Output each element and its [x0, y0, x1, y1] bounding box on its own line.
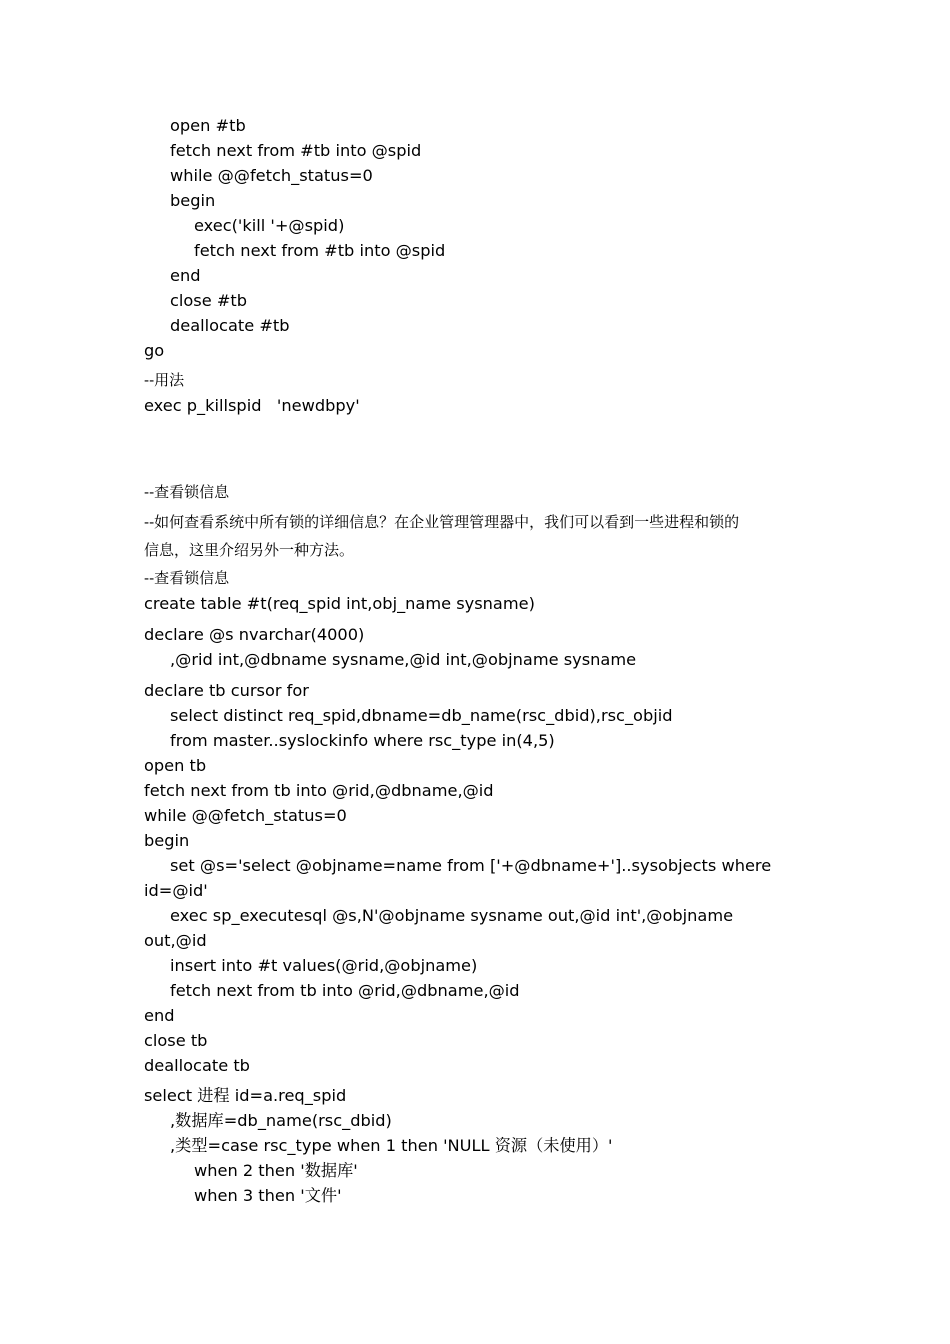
code-line: insert into #t values(@rid,@objname): [170, 956, 478, 975]
comment-line: --查看锁信息: [144, 569, 230, 587]
code-line: declare tb cursor for: [144, 681, 309, 700]
code-line: ,@rid int,@dbname sysname,@id int,@objname sysname: [170, 650, 637, 669]
code-line: set @s='select @objname=name from ['+@dbname+']..sysobjects where: [170, 856, 772, 875]
code-line: ,数据库=db_name(rsc_dbid): [170, 1111, 392, 1130]
code-line: select 进程 id=a.req_spid: [144, 1086, 347, 1105]
code-line: when 2 then '数据库': [194, 1161, 358, 1180]
code-line: exec p_killspid 'newdbpy': [144, 396, 360, 415]
code-line: from master..syslockinfo where rsc_type in(4,5): [170, 731, 555, 750]
code-line: create table #t(req_spid int,obj_name sysname): [144, 594, 535, 613]
code-line: open #tb: [170, 116, 246, 135]
code-line: fetch next from #tb into @spid: [194, 241, 446, 260]
comment-line: 信息，这里介绍另外一种方法。: [144, 541, 355, 559]
comment-line: --用法: [144, 371, 185, 389]
code-line: select distinct req_spid,dbname=db_name(rsc_dbid),rsc_objid: [170, 706, 673, 725]
code-line: close #tb: [170, 291, 248, 310]
code-line: go: [144, 341, 165, 360]
code-line: fetch next from #tb into @spid: [170, 141, 422, 160]
code-line: begin: [170, 191, 216, 210]
code-line: exec('kill '+@spid): [194, 216, 345, 235]
code-line: end: [144, 1006, 175, 1025]
code-line: ,类型=case rsc_type when 1 then 'NULL 资源（未使用）': [170, 1136, 613, 1155]
code-line: fetch next from tb into @rid,@dbname,@id: [144, 781, 494, 800]
code-line: close tb: [144, 1031, 208, 1050]
code-line: exec sp_executesql @s,N'@objname sysname out,@id int',@objname: [170, 906, 734, 925]
comment-line: --查看锁信息: [144, 483, 230, 501]
code-line: begin: [144, 831, 190, 850]
code-line: deallocate #tb: [170, 316, 290, 335]
code-line: fetch next from tb into @rid,@dbname,@id: [170, 981, 520, 1000]
code-line: while @@fetch_status=0: [144, 806, 347, 825]
code-line: deallocate tb: [144, 1056, 250, 1075]
code-line: when 3 then '文件': [194, 1186, 342, 1205]
code-line: declare @s nvarchar(4000): [144, 625, 365, 644]
code-line: end: [170, 266, 201, 285]
code-line: while @@fetch_status=0: [170, 166, 373, 185]
comment-line: --如何查看系统中所有锁的详细信息？在企业管理管理器中，我们可以看到一些进程和锁的: [144, 513, 740, 531]
code-line: id=@id': [144, 881, 208, 900]
code-line: out,@id: [144, 931, 207, 950]
code-line: open tb: [144, 756, 207, 775]
